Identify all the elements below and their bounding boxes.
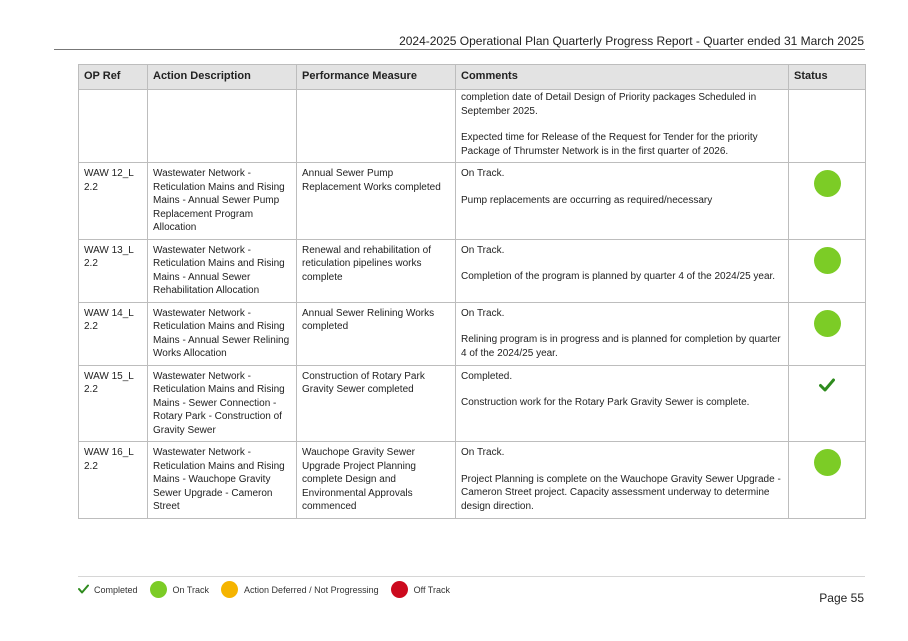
comments-cell xyxy=(456,239,789,302)
action-cell: Wastewater Network - Reticulation Mains and Rising Mains - Wauchope Gravity Sewer Upgrade - Cameron Street xyxy=(148,442,297,519)
comments-cell xyxy=(456,163,789,240)
column-header-action-description: Action Description xyxy=(148,65,297,90)
column-header-status: Status xyxy=(789,65,866,90)
status-cell xyxy=(789,302,866,365)
legend-label: Action Deferred / Not Progressing xyxy=(244,584,379,595)
status-cell xyxy=(789,163,866,240)
op-ref-cell: WAW 15_L 2.2 xyxy=(79,365,148,442)
table-header-row xyxy=(79,65,866,90)
action-cell: Wastewater Network - Reticulation Mains and Rising Mains - Annual Sewer Rehabilitation Allocation xyxy=(148,239,297,302)
action-cell: Wastewater Network - Reticulation Mains and Rising Mains - Annual Sewer Relining Works Allocation xyxy=(148,302,297,365)
comment-line: completion date of Detail Design of Priority packages Scheduled in September 2025. xyxy=(461,92,757,117)
measure-cell: Annual Sewer Relining Works completed xyxy=(297,302,456,365)
legend-item-completed xyxy=(78,584,138,596)
comment-status-line: Completed. xyxy=(461,370,513,382)
status-cell xyxy=(789,442,866,519)
op-ref-cell: WAW 12_L 2.2 xyxy=(79,163,148,240)
op-ref-cell: WAW 13_L 2.2 xyxy=(79,239,148,302)
status-cell xyxy=(789,90,866,163)
measure-cell: Renewal and rehabilitation of reticulation pipelines works complete xyxy=(297,239,456,302)
comments-cell xyxy=(456,365,789,442)
comment-detail-line: Pump replacements are occurring as required/necessary xyxy=(461,194,713,206)
comments-cell xyxy=(456,442,789,519)
comments-cell xyxy=(456,302,789,365)
op-ref-cell xyxy=(79,90,148,163)
table-row xyxy=(79,365,866,442)
comment-detail-line: Project Planning is complete on the Wauchope Gravity Sewer Upgrade - Cameron Street project. Capacity assessment underway to determine design direction. xyxy=(461,473,781,512)
table-row xyxy=(79,239,866,302)
completed-check-icon xyxy=(819,378,835,397)
table-row xyxy=(79,302,866,365)
comment-status-line: On Track. xyxy=(461,168,505,179)
table-row-continuation xyxy=(79,90,866,163)
op-ref-cell: WAW 14_L 2.2 xyxy=(79,302,148,365)
status-cell xyxy=(789,239,866,302)
measure-cell: Construction of Rotary Park Gravity Sewer completed xyxy=(297,365,456,442)
comment-detail-line: Completion of the program is planned by quarter 4 of the 2024/25 year. xyxy=(461,271,776,282)
action-cell: Wastewater Network - Reticulation Mains and Rising Mains - Sewer Connection - Rotary Park - Construction of Gravity Sewer xyxy=(148,365,297,442)
red-dot-icon xyxy=(391,581,408,598)
action-cell: Wastewater Network - Reticulation Mains and Rising Mains - Annual Sewer Pump Replacement Program Allocation xyxy=(148,163,297,240)
measure-cell: Wauchope Gravity Sewer Upgrade Project Planning complete Design and Environmental Approvals commenced xyxy=(297,442,456,519)
status-legend xyxy=(78,576,865,598)
amber-dot-icon xyxy=(221,581,238,598)
comments-cell xyxy=(456,90,789,163)
comment-status-line: On Track. xyxy=(461,447,505,458)
legend-label: Completed xyxy=(94,584,138,595)
comment-detail-line: Relining program is in progress and is planned for completion by quarter 4 of the 2024/25 year. xyxy=(461,334,781,359)
column-header-comments: Comments xyxy=(456,65,789,90)
on-track-status-icon xyxy=(814,310,841,337)
page-number: Page 55 xyxy=(819,591,864,605)
progress-table xyxy=(78,64,866,519)
on-track-status-icon xyxy=(814,170,841,197)
op-ref-cell: WAW 16_L 2.2 xyxy=(79,442,148,519)
on-track-status-icon xyxy=(814,449,841,476)
on-track-status-icon xyxy=(814,247,841,274)
header-divider xyxy=(54,49,865,50)
table-row xyxy=(79,442,866,519)
comment-detail-line: Construction work for the Rotary Park Gravity Sewer is complete. xyxy=(461,397,750,408)
legend-item-deferred xyxy=(221,581,379,598)
legend-label: Off Track xyxy=(413,584,450,595)
green-dot-icon xyxy=(150,581,167,598)
action-cell xyxy=(148,90,297,163)
column-header-op-ref: OP Ref xyxy=(79,65,148,90)
comment-line: Expected time for Release of the Request for Tender for the priority Package of Thrumster Network is in the first quarter of 2026. xyxy=(461,132,758,157)
legend-item-off-track xyxy=(391,581,450,598)
column-header-performance-measure: Performance Measure xyxy=(297,65,456,90)
report-header-title: 2024-2025 Operational Plan Quarterly Progress Report - Quarter ended 31 March 2025 xyxy=(399,34,864,48)
legend-label: On Track xyxy=(172,584,210,595)
status-cell xyxy=(789,365,866,442)
legend-item-on-track xyxy=(150,581,210,598)
check-icon xyxy=(78,584,89,596)
comment-status-line: On Track. xyxy=(461,244,505,256)
measure-cell: Annual Sewer Pump Replacement Works completed xyxy=(297,163,456,240)
measure-cell xyxy=(297,90,456,163)
comment-status-line: On Track. xyxy=(461,307,505,319)
table-row xyxy=(79,163,866,240)
